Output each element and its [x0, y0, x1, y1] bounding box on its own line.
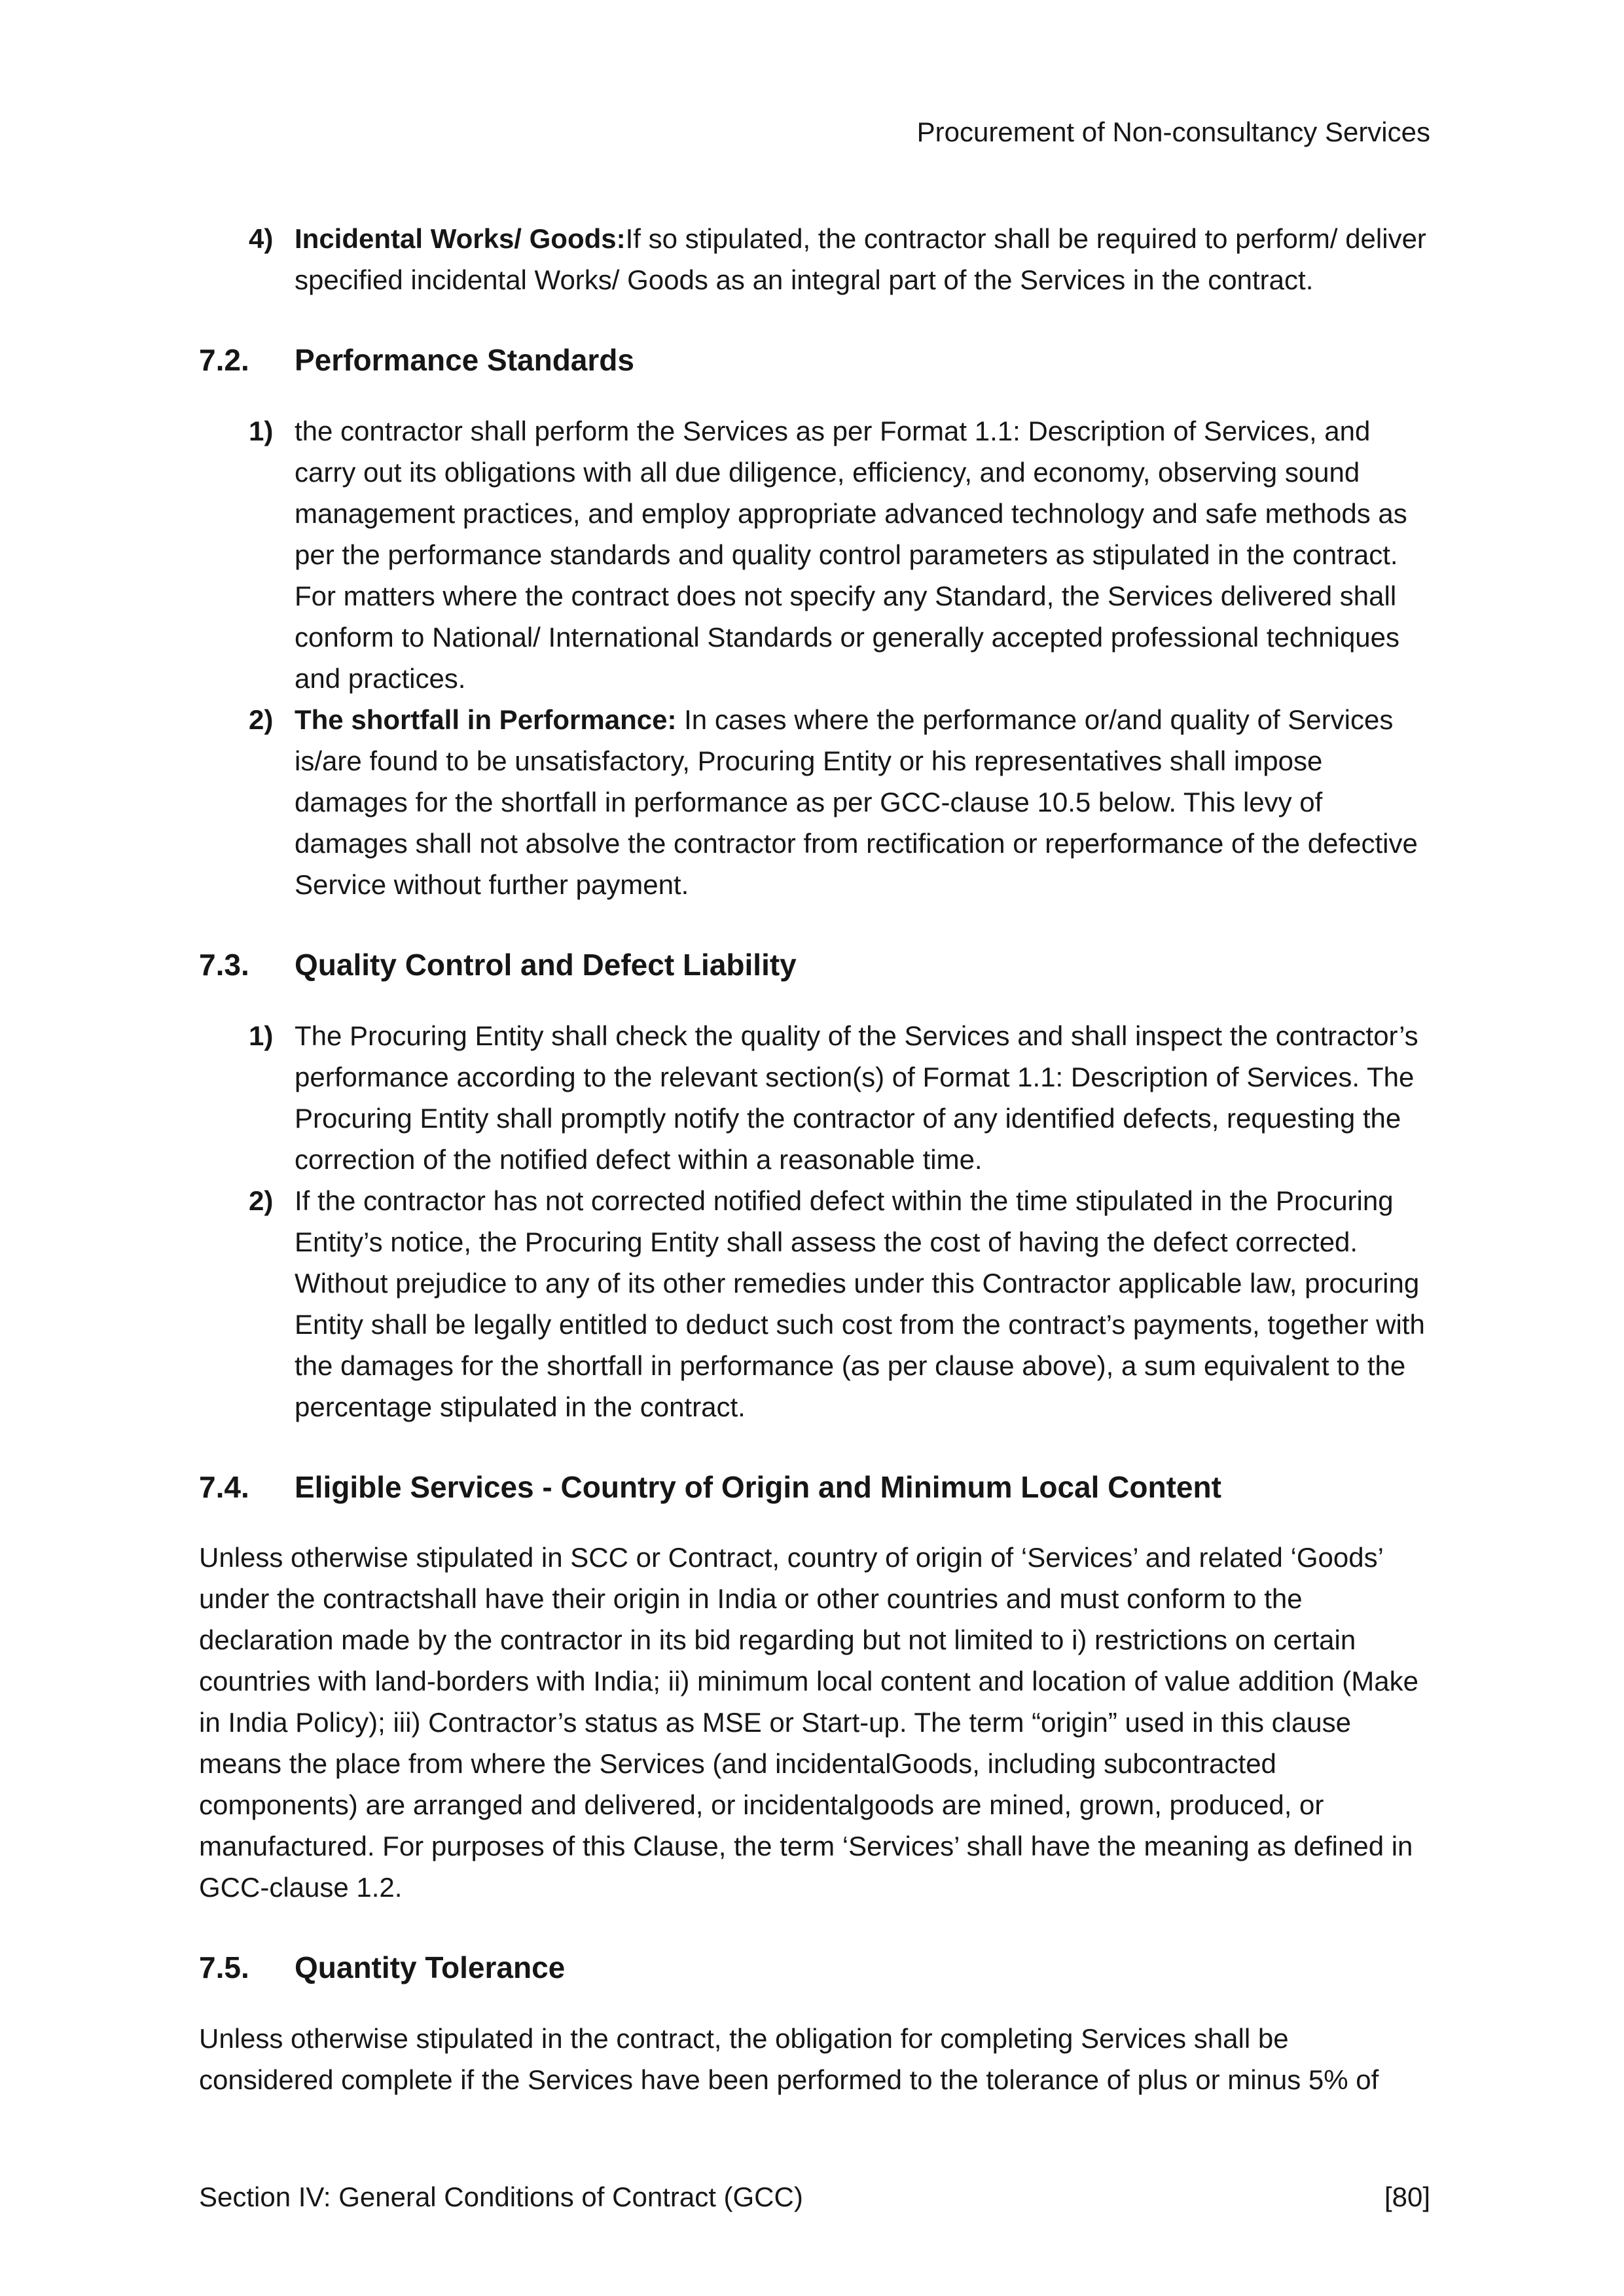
list-item-label: The shortfall in Performance: — [295, 704, 677, 735]
section-title: Eligible Services - Country of Origin and Minimum Local Content — [295, 1469, 1221, 1504]
list-item-text — [295, 218, 1430, 300]
list-item-number: 1) — [249, 415, 274, 446]
list-item — [199, 410, 1430, 699]
list-item-text — [295, 1180, 1430, 1427]
list-item-body: In cases where the performance or/and quality of Services is/are found to be unsatisfactory, Procuring Entity or his representatives shall impose damages for the shortfall in performance as per GCC-clause 10.5 below. This levy of damages shall not absolve the contractor from rectification or reperformance of the defective Service without further payment. — [295, 704, 1418, 900]
section-title: Quality Control and Defect Liability — [295, 947, 797, 982]
footer-section-label: Section IV: General Conditions of Contract (GCC) — [199, 2181, 803, 2212]
page-header-title: Procurement of Non-consultancy Services — [916, 117, 1430, 147]
page-footer — [199, 2176, 1430, 2217]
page-header — [199, 111, 1430, 152]
list-item-number: 1) — [249, 1020, 274, 1051]
list-item-text — [295, 410, 1430, 699]
list-item-text — [295, 699, 1430, 905]
paragraph: Unless otherwise stipulated in SCC or Contract, country of origin of ‘Services’ and related ‘Goods’ under the contractshall have their origin in India or other countries and must conform to the declaration made by the contractor in its bid regarding but not limited to i) restrictions on certain countries with land-borders with India; ii) minimum local content and location of value addition (Make in India Policy); iii) Contractor’s status as MSE or Start-up. The term “origin” used in this clause means the place from where the Services (and incidentalGoods, including subcontracted components) are arranged and delivered, or incidentalgoods are mined, grown, produced, or manufactured. For purposes of this Clause, the term ‘Services’ shall have the meaning as defined in GCC-clause 1.2. — [199, 1542, 1418, 1903]
section-title: Performance Standards — [295, 343, 634, 377]
list-item-body: the contractor shall perform the Services as per Format 1.1: Description of Services, and carry out its obligations with all due diligence, efficiency, and economy, observing sound management practices, and employ appropriate advanced technology and safe methods as per the performance standards and quality control parameters as stipulated in the contract. For matters where the contract does not specify any Standard, the Services delivered shall conform to National/ International Standards or generally accepted professional techniques and practices. — [295, 415, 1407, 694]
section-heading-7-5 — [199, 1948, 1430, 1988]
section-number: 7.5. — [199, 1950, 249, 1985]
list-item-body: The Procuring Entity shall check the quality of the Services and shall inspect the contractor’s performance according to the relevant section(s) of Format 1.1: Description of Services. The Procuring Entity shall promptly notify the contractor of any identified defects, requesting the correction of the notified defect within a reasonable time. — [295, 1020, 1418, 1175]
list-item — [199, 699, 1430, 905]
paragraph: Unless otherwise stipulated in the contract, the obligation for completing Services shall be considered complete if the Services have been performed to the tolerance of plus or minus 5% of — [199, 2023, 1379, 2096]
list-item — [199, 1180, 1430, 1427]
section-heading-7-3 — [199, 946, 1430, 985]
section-heading-7-4 — [199, 1468, 1430, 1507]
section-number: 7.4. — [199, 1469, 249, 1504]
list-item-number: 2) — [249, 704, 274, 735]
list-item-number: 2) — [249, 1185, 274, 1216]
footer-page-number: [80] — [1384, 2181, 1430, 2212]
list-item-label: Incidental Works/ Goods: — [295, 223, 626, 254]
list-item-body: If the contractor has not corrected notified defect within the time stipulated in the Procuring Entity’s notice, the Procuring Entity shall assess the cost of having the defect corrected. Without prejudice to any of its other remedies under this Contractor applicable law, procuring Entity shall be legally entitled to deduct such cost from the contract’s payments, together with the damages for the shortfall in performance (as per clause above), a sum equivalent to the percentage stipulated in the contract. — [295, 1185, 1425, 1422]
section-number: 7.3. — [199, 947, 249, 982]
section-title: Quantity Tolerance — [295, 1950, 566, 1985]
section-number: 7.2. — [199, 343, 249, 377]
list-item-body: If so stipulated, the contractor shall be required to perform/ deliver specified incidental Works/ Goods as an integral part of the Services in the contract. — [295, 223, 1426, 295]
list-item — [199, 1015, 1430, 1180]
list-item-text — [295, 1015, 1430, 1180]
list-item — [199, 218, 1430, 300]
section-heading-7-2 — [199, 341, 1430, 380]
list-item-number: 4) — [249, 223, 274, 254]
